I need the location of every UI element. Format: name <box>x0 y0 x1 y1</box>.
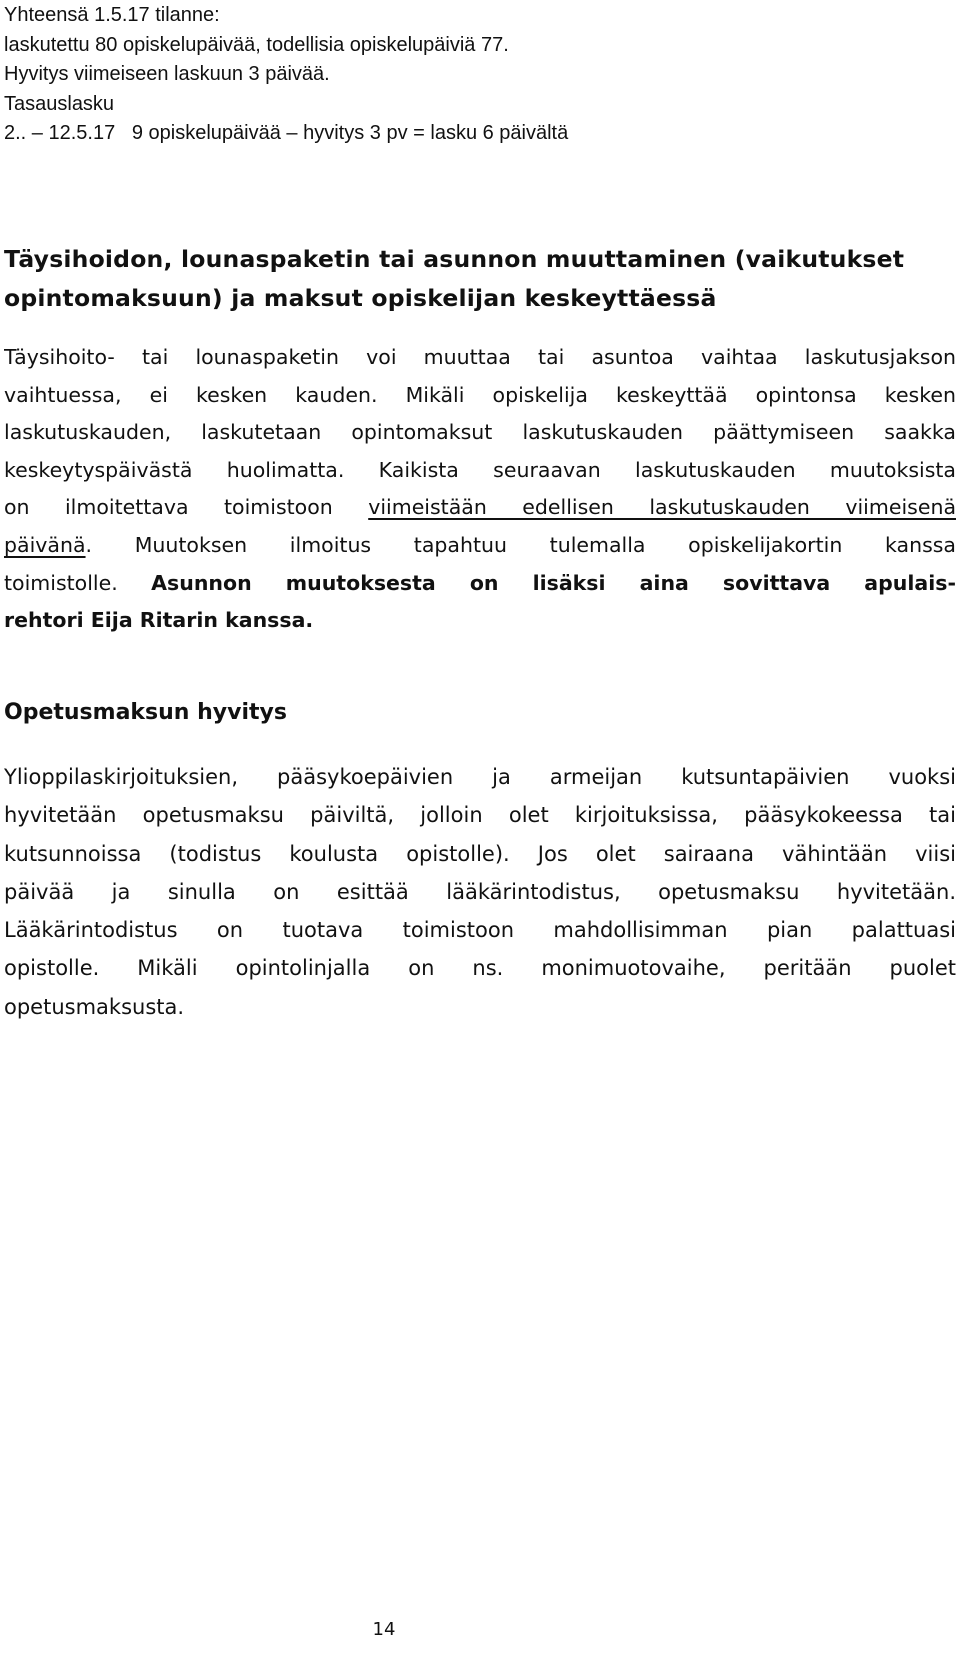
paragraph-line: Lääkärintodistus on tuotava toimistoon mahdollisimman pian palattuasi <box>4 918 956 943</box>
paragraph-line <box>4 527 956 565</box>
paragraph-line: kutsunnoissa (todistus koulusta opistolle). Jos olet sairaana vähintään viisi <box>4 841 956 866</box>
heading-line: Täysihoidon, lounaspaketin tai asunnon muuttaminen (vaikutukset <box>4 245 905 273</box>
summary-line: Hyvitys viimeiseen laskuun 3 päivää. <box>4 63 330 85</box>
paragraph-line: päivää ja sinulla on esittää lääkärintodistus, opetusmaksu hyvitetään. <box>4 879 956 904</box>
text-run: . Muutoksen ilmoitus tapahtuu tulemalla opiskelijakortin kanssa <box>85 532 956 557</box>
underlined-deadline-end: päivänä <box>4 532 86 557</box>
paragraph-line <box>4 565 956 603</box>
paragraph-refund <box>4 758 956 1026</box>
paragraph-line: keskeytyspäivästä huolimatta. Kaikista seuraavan laskutuskauden muutoksista <box>4 457 956 482</box>
summary-line: laskutettu 80 opiskelupäivää, todellisia opiskelupäiviä 77. <box>4 33 509 56</box>
paragraph-line: vaihtuessa, ei kesken kauden. Mikäli opiskelija keskeyttää opintonsa kesken <box>4 382 956 407</box>
paragraph-line: Ylioppilaskirjoituksien, pääsykoepäivien ja armeijan kutsuntapäivien vuoksi <box>4 765 956 789</box>
summary-line: Tasauslasku <box>4 92 115 115</box>
summary-line: 2.. – 12.5.17 9 opiskelupäivää – hyvitys 3 pv = lasku 6 päivältä <box>4 122 569 144</box>
paragraph-line: opistolle. Mikäli opintolinjalla on ns. monimuotovaihe, peritään puolet <box>4 956 956 981</box>
paragraph-line <box>4 489 956 527</box>
section-heading-changes <box>4 240 954 318</box>
text-run: on ilmoitettava toimistoon <box>4 495 369 520</box>
billing-summary <box>4 1 944 149</box>
paragraph-line: Täysihoito- tai lounaspaketin voi muuttaa tai asuntoa vaihtaa laskutusjakson <box>4 345 956 369</box>
paragraph-line: hyvitetään opetusmaksu päiviltä, jolloin olet kirjoituksissa, pääsykokeessa tai <box>4 803 956 828</box>
text-run: toimistolle. <box>4 570 152 595</box>
bold-note-end: rehtori Eija Ritarin kanssa. <box>4 608 314 633</box>
paragraph-line: laskutuskauden, laskutetaan opintomaksut laskutuskauden päättymiseen saakka <box>4 420 956 445</box>
heading-line: opintomaksuun) ja maksut opiskelijan keskeyttäessä <box>4 284 717 312</box>
paragraph-line <box>4 602 956 640</box>
summary-line: Yhteensä 1.5.17 tilanne: <box>4 4 220 26</box>
underlined-deadline: viimeistään edellisen laskutuskauden viimeisenä <box>368 495 956 520</box>
page-number: 14 <box>372 1619 396 1640</box>
bold-note: Asunnon muutoksesta on lisäksi aina sovittava apulais- <box>151 570 956 595</box>
paragraph-line: opetusmaksusta. <box>4 994 185 1019</box>
section-heading-refund: Opetusmaksun hyvitys <box>4 700 287 725</box>
paragraph-changes <box>4 339 956 640</box>
